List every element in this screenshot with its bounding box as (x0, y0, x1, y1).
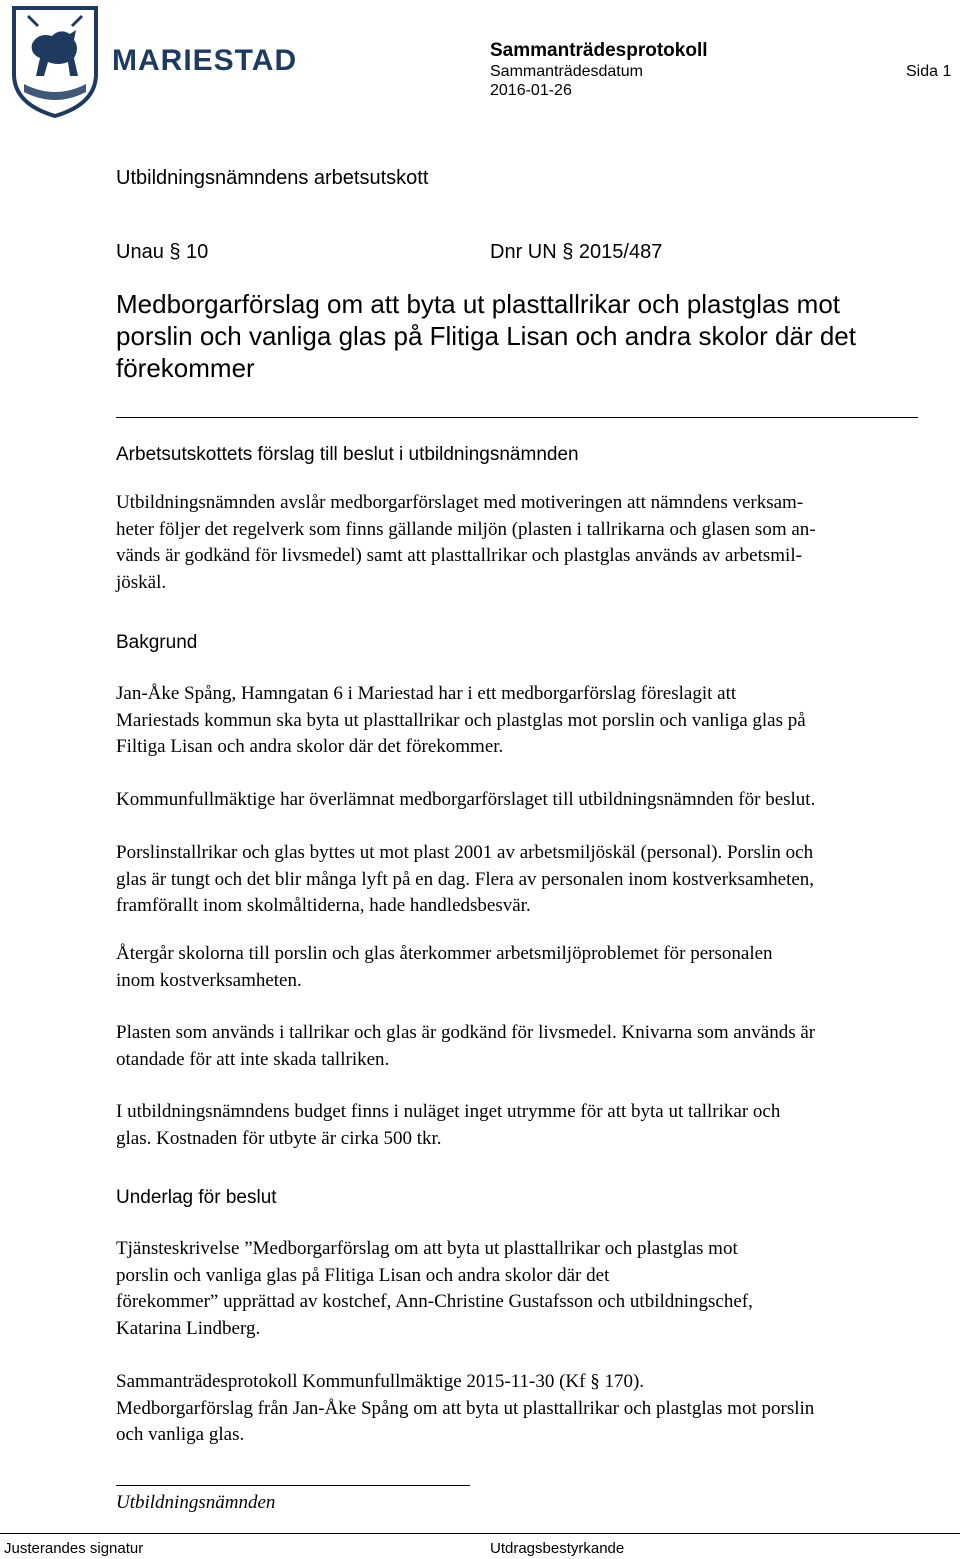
text-line: inom kostverksamheten. (116, 969, 302, 991)
footer-certification-label: Utdragsbestyrkande (490, 1540, 625, 1557)
proposal-heading: Arbetsutskottets förslag till beslut i utbildningsnämnden (116, 444, 579, 465)
text-line: Kommunfullmäktige har överlämnat medborgarförslaget till utbildningsnämnden för beslut. (116, 789, 816, 810)
text-line: och vanliga glas. (116, 1424, 245, 1445)
diary-number: Dnr UN § 2015/487 (490, 241, 663, 263)
text-line: Medborgarförslag från Jan-Åke Spång om att byta ut plasttallrikar och plastglas mot porslin (116, 1397, 815, 1419)
committee-name: Utbildningsnämndens arbetsutskott (116, 167, 429, 189)
logo-wordmark: MARIESTAD (112, 44, 298, 77)
text-line: glas är tungt och det blir många lyft på en dag. Flera av personalen inom kostverksamheten, (116, 868, 815, 890)
text-line: vänds är godkänd för livsmedel) samt att plasttallrikar och plastglas används av arbetsmil- (116, 545, 802, 566)
text-line: Sammanträdesprotokoll Kommunfullmäktige 2015-11-30 (Kf § 170). (116, 1371, 645, 1392)
text-line: otandade för att inte skada tallriken. (116, 1048, 390, 1070)
recipient-rule (116, 1485, 470, 1486)
text-line: framförallt inom skolmåltiderna, hade handledsbesvär. (116, 895, 531, 916)
text-line: Filtiga Lisan och andra skolor där det förekommer. (116, 736, 504, 757)
item-title-line: porslin och vanliga glas på Flitiga Lisan och andra skolor där det (116, 321, 856, 351)
text-line: förekommer” upprättad av kostchef, Ann-Christine Gustafsson och utbildningschef, (116, 1291, 753, 1312)
background-paragraph (116, 681, 952, 761)
proposal-text (116, 490, 952, 596)
footer-signature-label: Justerandes signatur (4, 1540, 144, 1557)
text-line: jöskäl. (116, 571, 167, 593)
basis-heading: Underlag för beslut (116, 1187, 277, 1208)
text-line: Katarina Lindberg. (116, 1317, 261, 1339)
document-title: Sammanträdesprotokoll (490, 40, 708, 61)
recipient: Utbildningsnämnden (116, 1492, 276, 1513)
background-paragraph (116, 1099, 952, 1152)
text-line: porslin och vanliga glas på Flitiga Lisan och andra skolor där det (116, 1264, 610, 1286)
background-paragraph (116, 1020, 952, 1073)
background-paragraph (116, 840, 952, 920)
text-line: Plasten som används i tallrikar och glas är godkänd för livsmedel. Knivarna som används är (116, 1022, 816, 1043)
background-paragraph (116, 941, 952, 994)
text-line: Återgår skolorna till porslin och glas återkommer arbetsmiljöproblemet för personalen (116, 943, 773, 964)
item-title (116, 288, 916, 384)
text-line: Porslinstallrikar och glas byttes ut mot plast 2001 av arbetsmiljöskäl (personal). Porslin och (116, 842, 814, 863)
paragraph-number: Unau § 10 (116, 241, 209, 263)
text-line: Mariestads kommun ska byta ut plasttallrikar och plastglas mot porslin och vanliga glas på (116, 709, 806, 731)
mariestad-logo (8, 4, 298, 119)
basis-paragraph (116, 1236, 952, 1342)
text-line: Jan-Åke Spång, Hamngatan 6 i Mariestad har i ett medborgarförslag föreslagit att (116, 683, 737, 704)
text-line: heter följer det regelverk som finns gällande miljön (plasten i tallrikarna och glasen som an- (116, 518, 816, 540)
background-heading: Bakgrund (116, 632, 198, 653)
title-divider (116, 417, 918, 418)
page-number: Sida 1 (906, 63, 952, 80)
meeting-date: 2016-01-26 (490, 82, 572, 99)
text-line: Utbildningsnämnden avslår medborgarförslaget med motiveringen att nämndens verksam- (116, 492, 804, 513)
text-line: Tjänsteskrivelse ”Medborgarförslag om att byta ut plasttallrikar och plastglas mot (116, 1238, 738, 1259)
basis-paragraph (116, 1369, 952, 1449)
footer-divider (0, 1533, 960, 1534)
item-title-line: Medborgarförslag om att byta ut plasttallrikar och plastglas mot (116, 289, 841, 319)
text-line: I utbildningsnämndens budget finns i nuläget inget utrymme för att byta ut tallrikar och (116, 1101, 781, 1122)
item-title-line: förekommer (116, 353, 255, 383)
background-paragraph (116, 787, 952, 814)
meeting-date-label: Sammanträdesdatum (490, 63, 643, 80)
text-line: glas. Kostnaden för utbyte är cirka 500 tkr. (116, 1127, 442, 1149)
